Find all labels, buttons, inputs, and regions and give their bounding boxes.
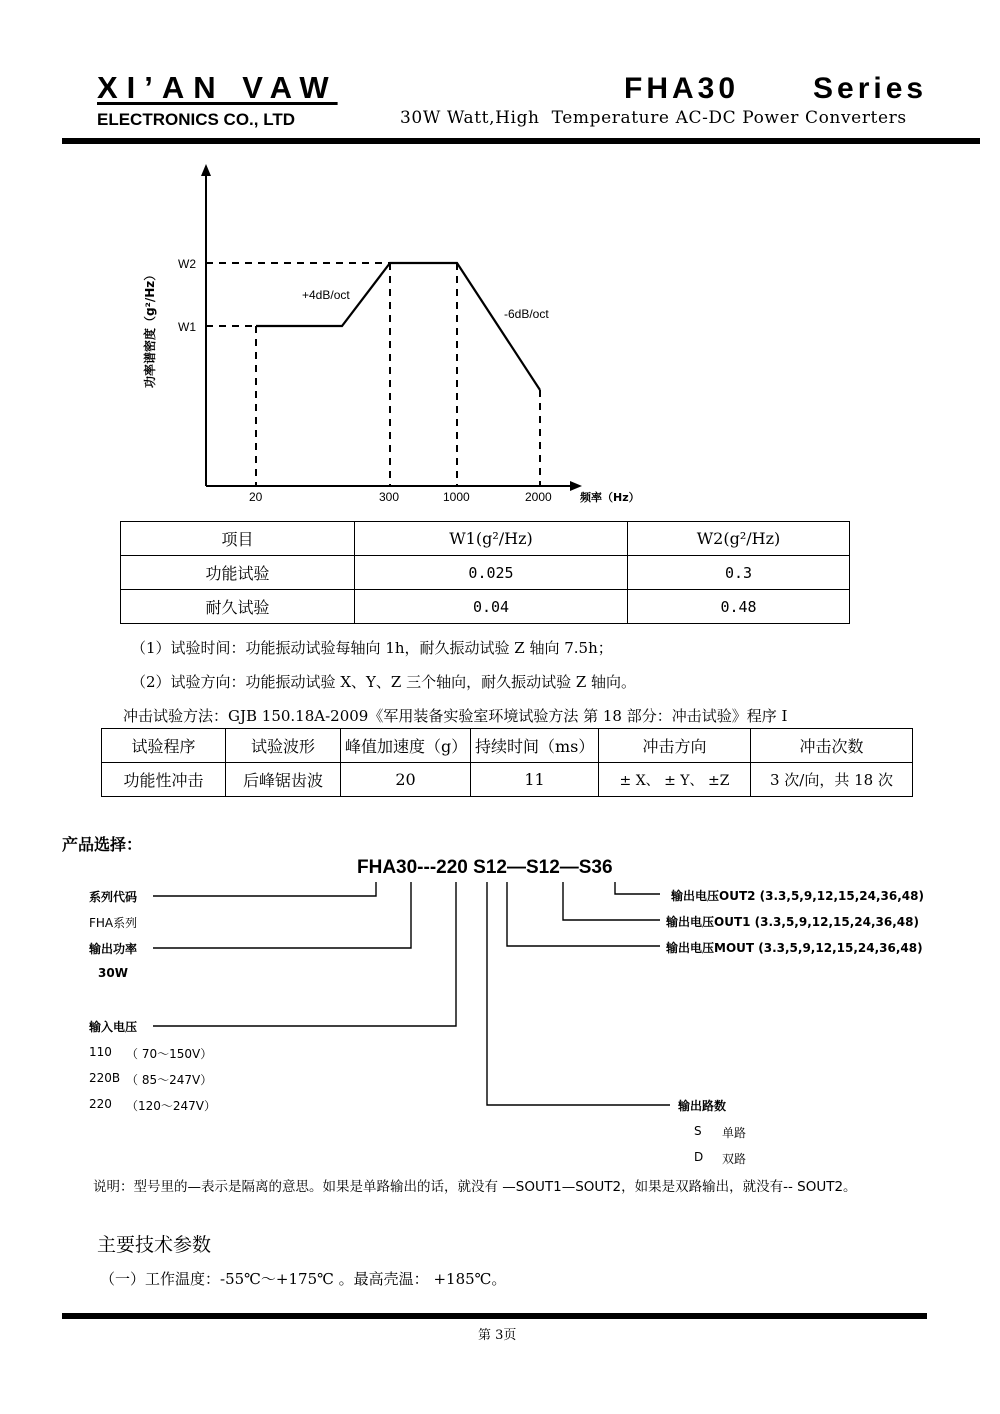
x-axis-label: 频率（Hz） (580, 491, 640, 504)
label-v220b-code: 220B (89, 1071, 121, 1085)
label-v220b-range: （ 85～247V） (126, 1073, 213, 1087)
table-cell: 0.025 (355, 556, 628, 590)
y-tick-w2: W2 (178, 257, 196, 271)
annotation-plus4db: +4dB/oct (302, 288, 350, 302)
table-cell: 0.3 (628, 556, 850, 590)
label-mout: 输出电压MOUT (3.3,5,9,12,15,24,36,48) (666, 941, 923, 955)
leader-out1 (563, 882, 660, 920)
table-header-cell: 冲击方向 (599, 729, 751, 763)
leader-mout (507, 882, 660, 946)
leader-series-code (153, 882, 376, 896)
main-specs-title: 主要技术参数 (97, 1234, 212, 1256)
series-title: FHA30 Series (624, 72, 928, 105)
leader-out2 (615, 882, 660, 894)
product-selection-title: 产品选择： (62, 835, 143, 854)
x-tick-20: 20 (249, 490, 263, 504)
y-axis-label: 功率谱密度（g²/Hz） (143, 268, 157, 388)
annotation-minus6db: -6dB/oct (504, 307, 549, 321)
table-header-cell: 项目 (121, 522, 355, 556)
page-number: 第 3页 (478, 1328, 517, 1343)
y-tick-w1: W1 (178, 320, 196, 334)
table-cell: 后峰锯齿波 (226, 763, 341, 797)
x-tick-1000: 1000 (443, 490, 470, 504)
label-series-code: 系列代码 (89, 890, 138, 904)
label-output-channels: 输出路数 (678, 1099, 727, 1113)
table-cell: ± X、 ± Y、 ±Z (599, 763, 751, 797)
table-header-cell: 峰值加速度（g） (341, 729, 471, 763)
table-cell: 功能性冲击 (102, 763, 226, 797)
label-power-value: 30W (98, 966, 128, 980)
label-v110-code: 110 (89, 1045, 112, 1059)
x-tick-2000: 2000 (525, 490, 552, 504)
company-name: XI’AN VAW (97, 70, 338, 105)
table-cell: 0.48 (628, 590, 850, 624)
x-tick-300: 300 (379, 490, 400, 504)
label-output-power: 输出功率 (89, 942, 138, 956)
table-cell: 20 (341, 763, 471, 797)
table-cell: 11 (471, 763, 599, 797)
shock-test-method: 冲击试验方法：GJB 150.18A-2009《军用装备实验室环境试验方法 第 18 部分：冲击试验》程序 I (123, 707, 788, 725)
table-header-cell: 试验程序 (102, 729, 226, 763)
table-header-cell: 持续时间（ms） (471, 729, 599, 763)
table-cell: 功能试验 (121, 556, 355, 590)
label-d-dual: 双路 (722, 1152, 747, 1166)
table-cell: 耐久试验 (121, 590, 355, 624)
label-input-voltage: 输入电压 (89, 1020, 138, 1034)
label-out1: 输出电压OUT1 (3.3,5,9,12,15,24,36,48) (666, 915, 919, 929)
model-explanation: 说明：型号里的—表示是隔离的意思。如果是单路输出的话，就没有 —SOUT1—SOUT2，如果是双路输出，就没有-- SOUT2。 (93, 1179, 857, 1195)
note-test-time: （1）试验时间：功能振动试验每轴向 1h，耐久振动试验 Z 轴向 7.5h； (131, 639, 613, 657)
table-cell: 3 次/向，共 18 次 (751, 763, 913, 797)
table-cell: 0.04 (355, 590, 628, 624)
table-header-cell: W2(g²/Hz) (628, 522, 850, 556)
company-subtitle: ELECTRONICS CO., LTD (97, 110, 296, 129)
leader-output-power (153, 882, 411, 948)
label-fha-series: FHA系列 (89, 916, 138, 930)
label-s-code: S (694, 1124, 702, 1138)
leader-output-channels (487, 882, 670, 1105)
label-s-single: 单路 (722, 1126, 747, 1140)
label-v110-range: （ 70～150V） (126, 1047, 213, 1061)
note-test-direction: （2）试验方向：功能振动试验 X、Y、Z 三个轴向，耐久振动试验 Z 轴向。 (131, 673, 637, 691)
model-code: FHA30---220 S12—S12—S36 (357, 857, 613, 878)
footer-rule (62, 1313, 927, 1319)
operating-temperature: （一）工作温度：-55℃～+175℃ 。最高壳温： +185℃。 (100, 1270, 507, 1288)
label-v220-code: 220 (89, 1097, 112, 1111)
label-out2: 输出电压OUT2 (3.3,5,9,12,15,24,36,48) (671, 889, 924, 903)
label-v220-range: （120～247V） (126, 1099, 217, 1113)
product-subtitle: 30W Watt,High Temperature AC-DC Power Converters (400, 108, 907, 128)
table-header-cell: 冲击次数 (751, 729, 913, 763)
label-d-code: D (694, 1150, 704, 1164)
table-header-cell: W1(g²/Hz) (355, 522, 628, 556)
table-header-cell: 试验波形 (226, 729, 341, 763)
